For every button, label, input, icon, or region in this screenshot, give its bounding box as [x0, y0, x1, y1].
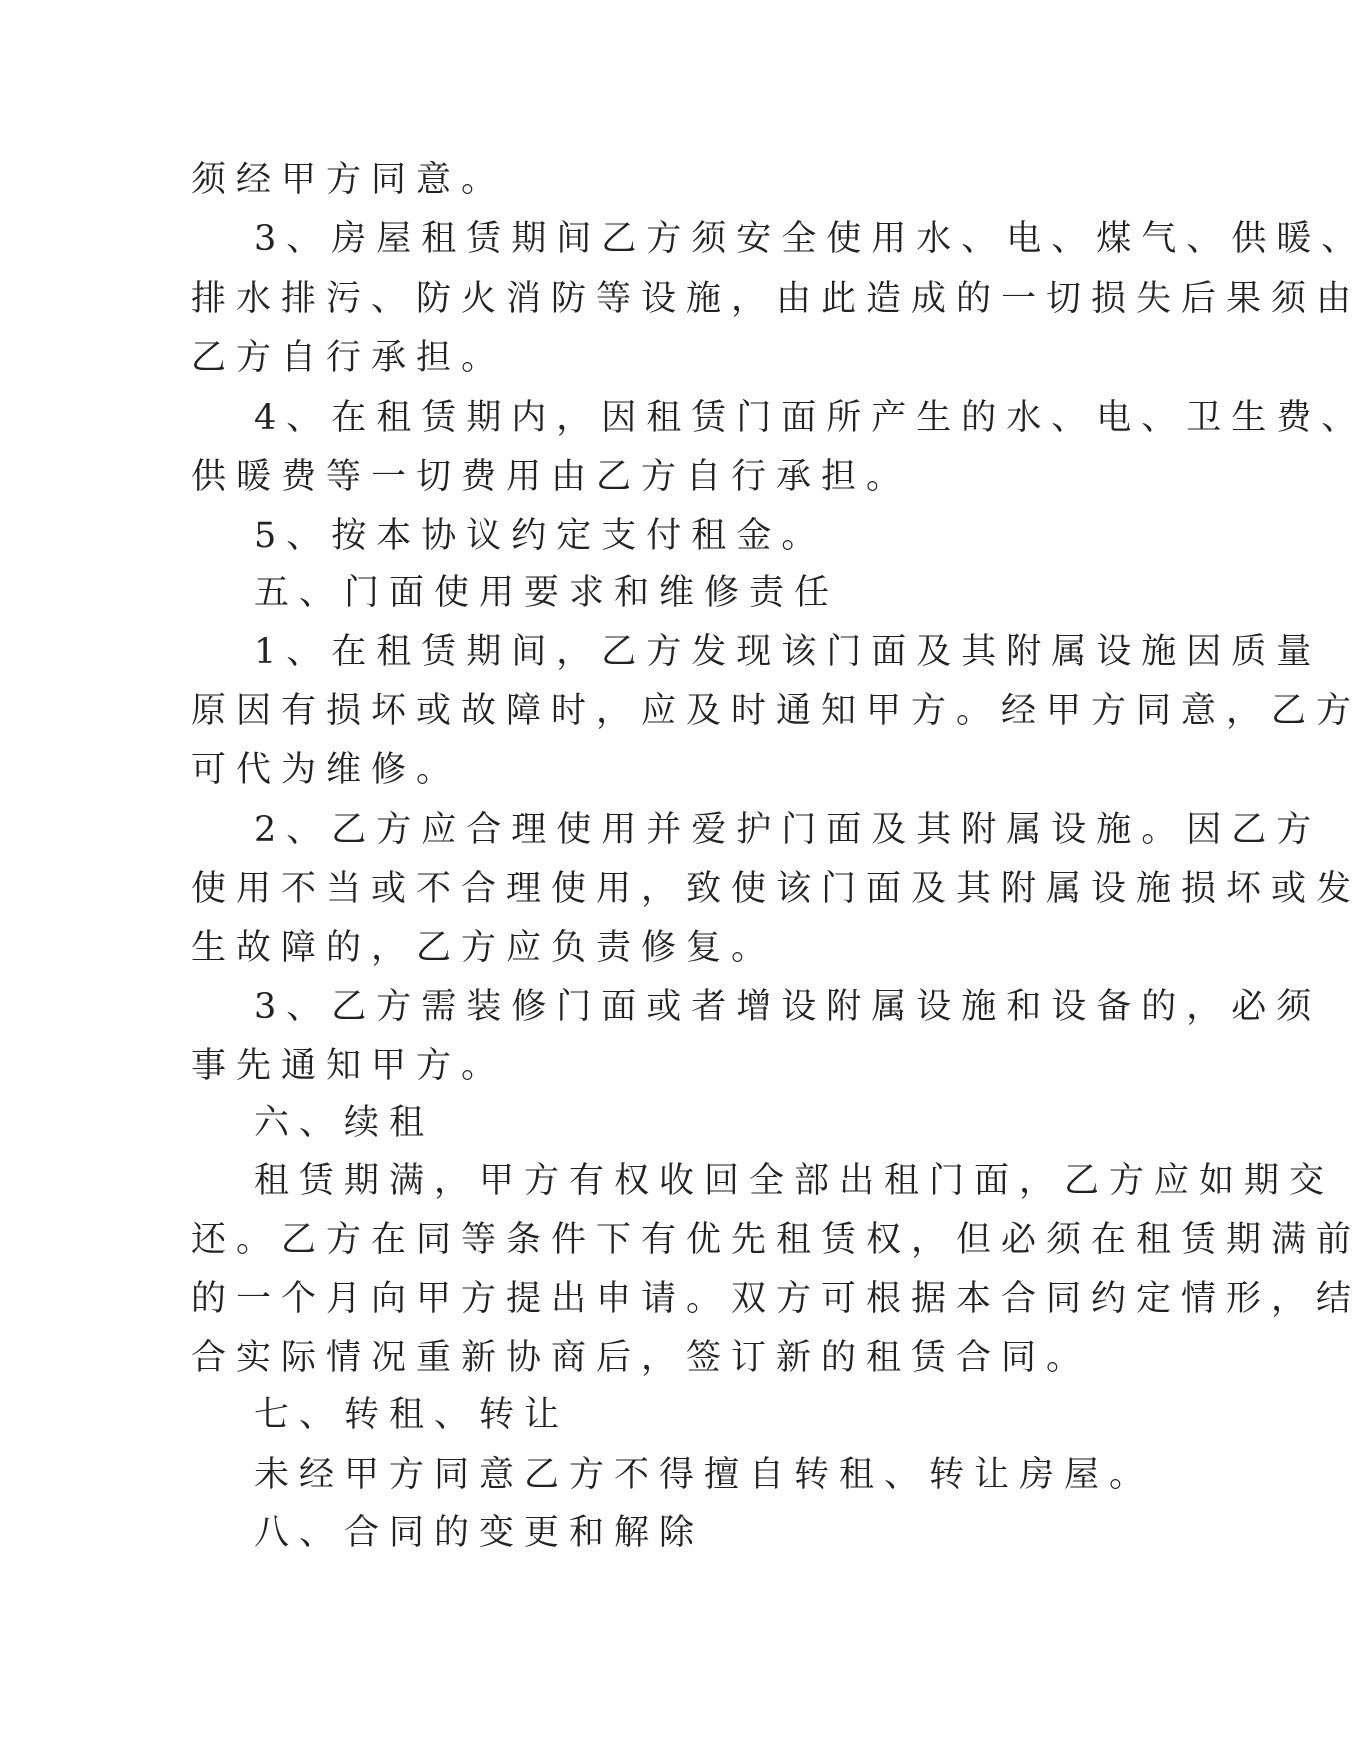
text-line: 还。乙方在同等条件下有优先租赁权，但必须在租赁期满前 — [191, 1220, 1362, 1260]
text-line: 4、在租赁期内，因租赁门面所产生的水、电、卫生费、 — [254, 398, 1366, 438]
text-line: 5、按本协议约定支付租金。 — [254, 516, 827, 556]
text-line: 2、乙方应合理使用并爱护门面及其附属设施。因乙方 — [254, 810, 1322, 850]
text-line: 3、房屋租赁期间乙方须安全使用水、电、煤气、供暖、 — [254, 219, 1366, 259]
section-heading: 七、转租、转让 — [254, 1395, 570, 1435]
text-line: 生故障的，乙方应负责修复。 — [191, 928, 777, 968]
text-line: 事先通知甲方。 — [191, 1046, 507, 1086]
text-line: 合实际情况重新协商后，签订新的租赁合同。 — [191, 1338, 1092, 1378]
text-line: 原因有损坏或故障时，应及时通知甲方。经甲方同意，乙方 — [191, 691, 1362, 731]
text-line: 排水排污、防火消防等设施，由此造成的一切损失后果须由 — [191, 279, 1362, 319]
text-line: 的一个月向甲方提出申请。双方可根据本合同约定情形，结 — [191, 1279, 1362, 1319]
text-line: 供暖费等一切费用由乙方自行承担。 — [191, 457, 912, 497]
text-line: 租赁期满，甲方有权收回全部出租门面，乙方应如期交 — [254, 1161, 1335, 1201]
text-line: 未经甲方同意乙方不得擅自转租、转让房屋。 — [254, 1455, 1155, 1495]
section-heading: 八、合同的变更和解除 — [254, 1513, 705, 1553]
text-line: 可代为维修。 — [191, 750, 462, 790]
text-line: 1、在租赁期间，乙方发现该门面及其附属设施因质量 — [254, 632, 1322, 672]
text-line: 乙方自行承担。 — [191, 338, 507, 378]
text-line: 使用不当或不合理使用，致使该门面及其附属设施损坏或发 — [191, 869, 1362, 909]
text-line: 3、乙方需装修门面或者增设附属设施和设备的，必须 — [254, 987, 1322, 1027]
section-heading: 六、续租 — [254, 1103, 435, 1143]
section-heading: 五、门面使用要求和维修责任 — [254, 573, 840, 613]
text-line: 须经甲方同意。 — [191, 160, 507, 200]
